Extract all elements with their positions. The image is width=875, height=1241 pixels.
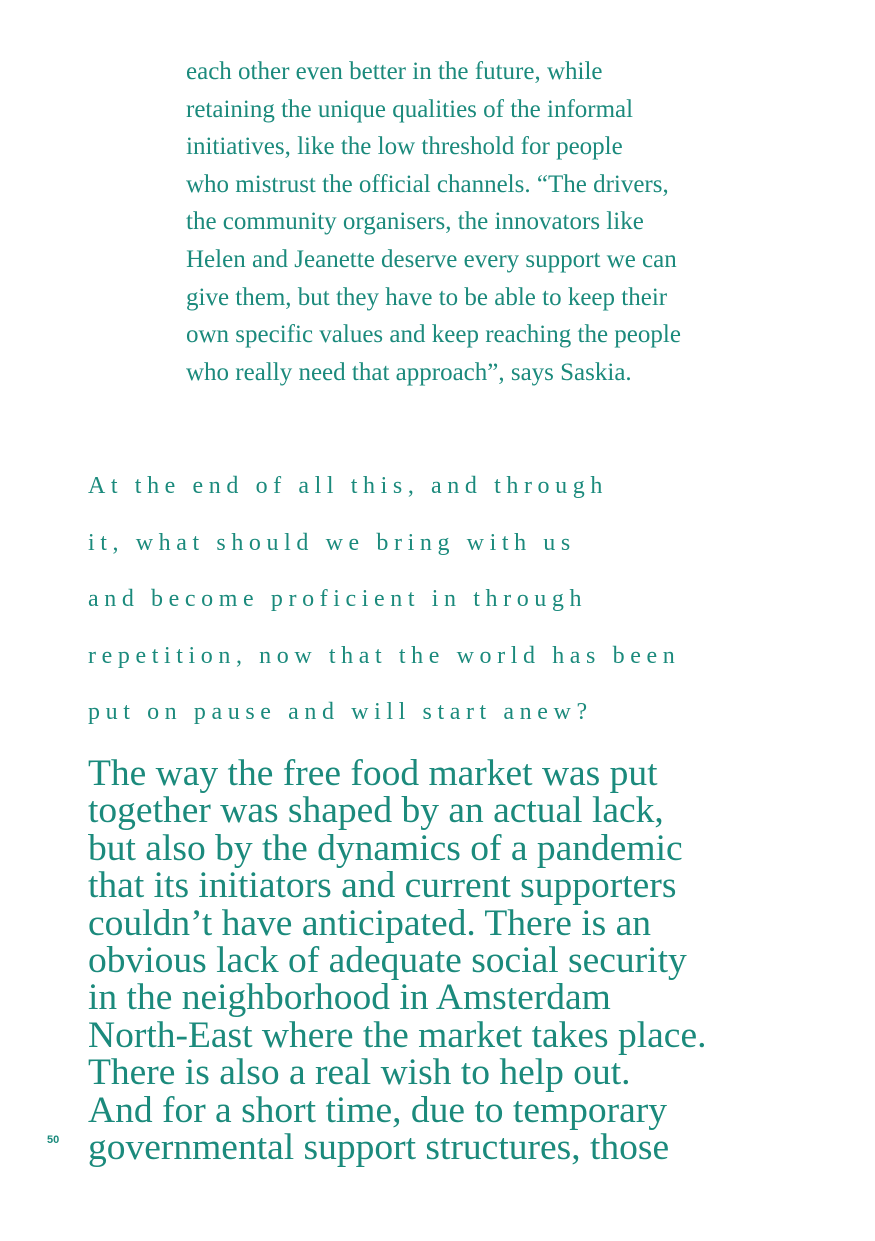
main-line: but also by the dynamics of a pandemic: [88, 827, 683, 869]
main-paragraph: [88, 753, 808, 1169]
intro-line: own specific values and keep reaching the people: [186, 321, 681, 349]
intro-line: retaining the unique qualities of the informal: [186, 95, 634, 123]
intro-line: who really need that approach”, says Saskia.: [186, 358, 632, 386]
main-line: obvious lack of adequate social security: [88, 940, 687, 982]
intro-paragraph: [186, 53, 746, 391]
intro-line: the community organisers, the innovators like: [186, 208, 644, 236]
intro-line: initiatives, like the low threshold for people: [186, 133, 623, 161]
main-line: couldn’t have anticipated. There is an: [88, 902, 651, 944]
question-line: put on pause and will start anew?: [88, 699, 593, 725]
question-line: it, what should we bring with us: [88, 529, 576, 556]
main-line: North-East where the market takes place.: [88, 1014, 707, 1056]
main-line: And for a short time, due to temporary: [88, 1089, 668, 1131]
question-line: repetition, now that the world has been: [88, 642, 681, 669]
question-line: and become proficient in through: [88, 586, 588, 612]
intro-line: Helen and Jeanette deserve every support we can: [186, 245, 677, 273]
main-line: The way the free food market was put: [88, 753, 658, 794]
question-line: At the end of all this, and through: [88, 473, 608, 499]
page-number: 50: [47, 1134, 60, 1146]
intro-line: give them, but they have to be able to keep their: [186, 283, 668, 311]
question-pull-quote: [88, 458, 788, 741]
main-line: There is also a real wish to help out.: [88, 1052, 631, 1094]
main-line: that its initiators and current supporters: [88, 865, 677, 907]
intro-line: who mistrust the official channels. “The drivers,: [186, 170, 669, 198]
main-line: together was shaped by an actual lack,: [88, 790, 664, 832]
main-line: governmental support structures, those: [88, 1127, 670, 1169]
main-line: in the neighborhood in Amsterdam: [88, 977, 611, 1019]
intro-line: each other even better in the future, while: [186, 58, 603, 85]
